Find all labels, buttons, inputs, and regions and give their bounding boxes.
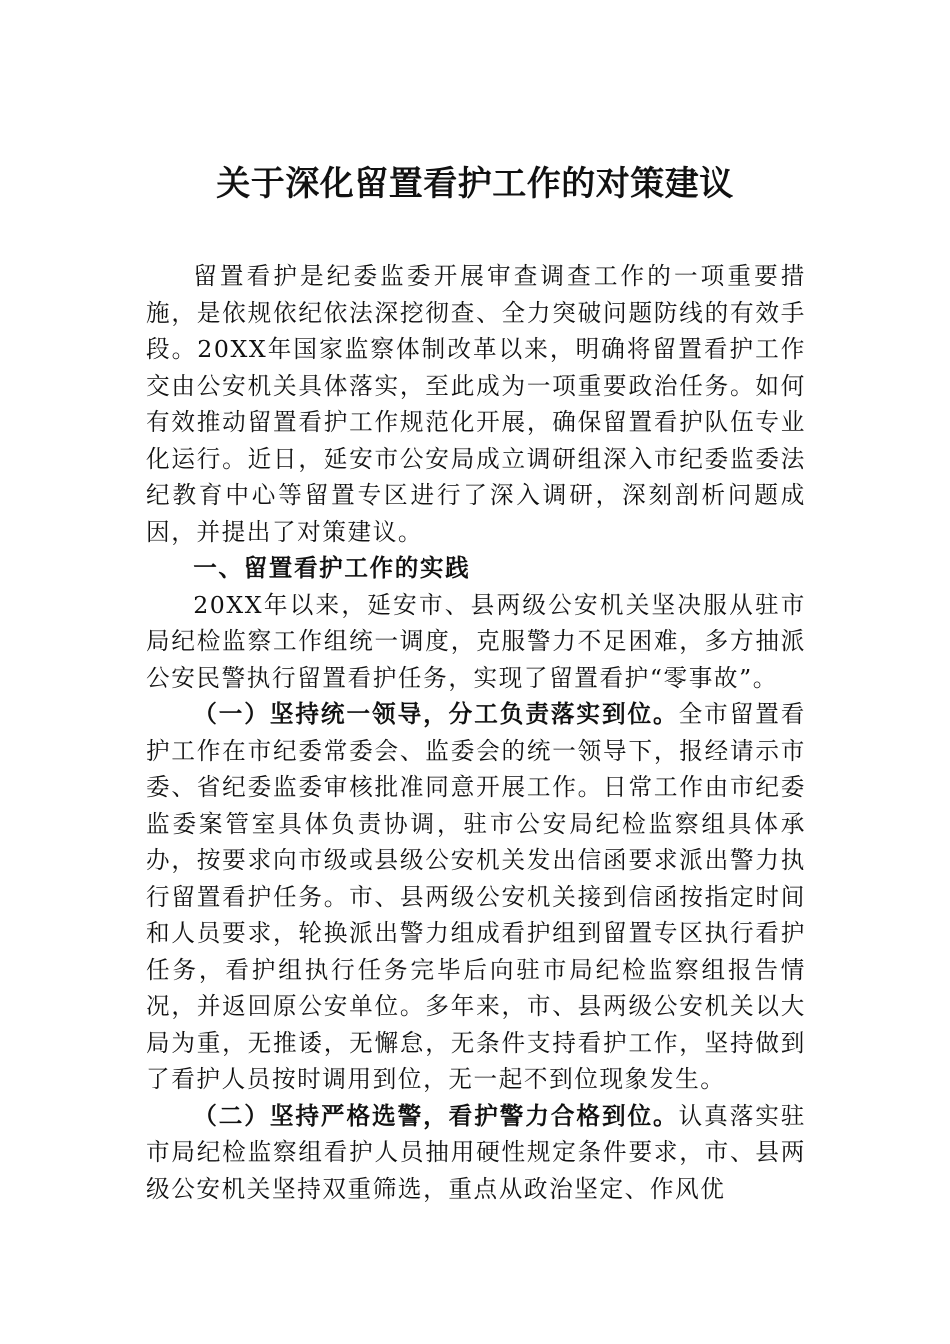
subsection-1-paragraph [146,696,806,1098]
subsection-2-text: 认真落实驻市局纪检监察组看护人员抽用硬性规定条件要求，市、县两级公安机关坚持双重筛选，重点从政治坚定、作风优 [146,1101,806,1203]
intro-paragraph: 留置看护是纪委监委开展审查调查工作的一项重要措施，是依规依纪依法深挖彻查、全力突破问题防线的有效手段。20XX年国家监察体制改革以来，明确将留置看护工作交由公安机关具体落实，至此成为一项重要政治任务。如何有效推动留置看护工作规范化开展，确保留置看护队伍专业化运行。近日，延安市公安局成立调研组深入市纪委监委法纪教育中心等留置专区进行了深入调研，深刻剖析问题成因，并提出了对策建议。 [146,262,806,546]
section-1-intro-paragraph: 20XX年以来，延安市、县两级公安机关坚决服从驻市局纪检监察工作组统一调度，克服警力不足困难，多方抽派公安民警执行留置看护任务，实现了留置看护“零事故”。 [146,590,806,692]
section-heading-1: 一、留置看护工作的实践 [193,554,471,582]
document-body [146,258,806,1207]
subsection-1-text: 全市留置看护工作在市纪委常委会、监委会的统一领导下，报经请示市委、省纪委监委审核批准同意开展工作。日常工作由市纪委监委案管室具体负责协调，驻市公安局纪检监察组具体承办，按要求向市级或县级公安机关发出信函要求派出警力执行留置看护任务。市、县两级公安机关接到信函按指定时间和人员要求，轮换派出警力组成看护组到留置专区执行看护任务，看护组执行任务完毕后向驻市局纪检监察组报告情况，并返回原公安单位。多年来，市、县两级公安机关以大局为重，无推诿，无懈怠，无条件支持看护工作，坚持做到了看护人员按时调用到位，无一起不到位现象发生。 [146,700,806,1093]
document-title: 关于深化留置看护工作的对策建议 [216,164,734,204]
subsection-1-lead: （一）坚持统一领导，分工负责落实到位。 [193,700,679,728]
subsection-2-paragraph [146,1098,806,1208]
subsection-2-lead: （二）坚持严格选警，看护警力合格到位。 [193,1101,679,1130]
